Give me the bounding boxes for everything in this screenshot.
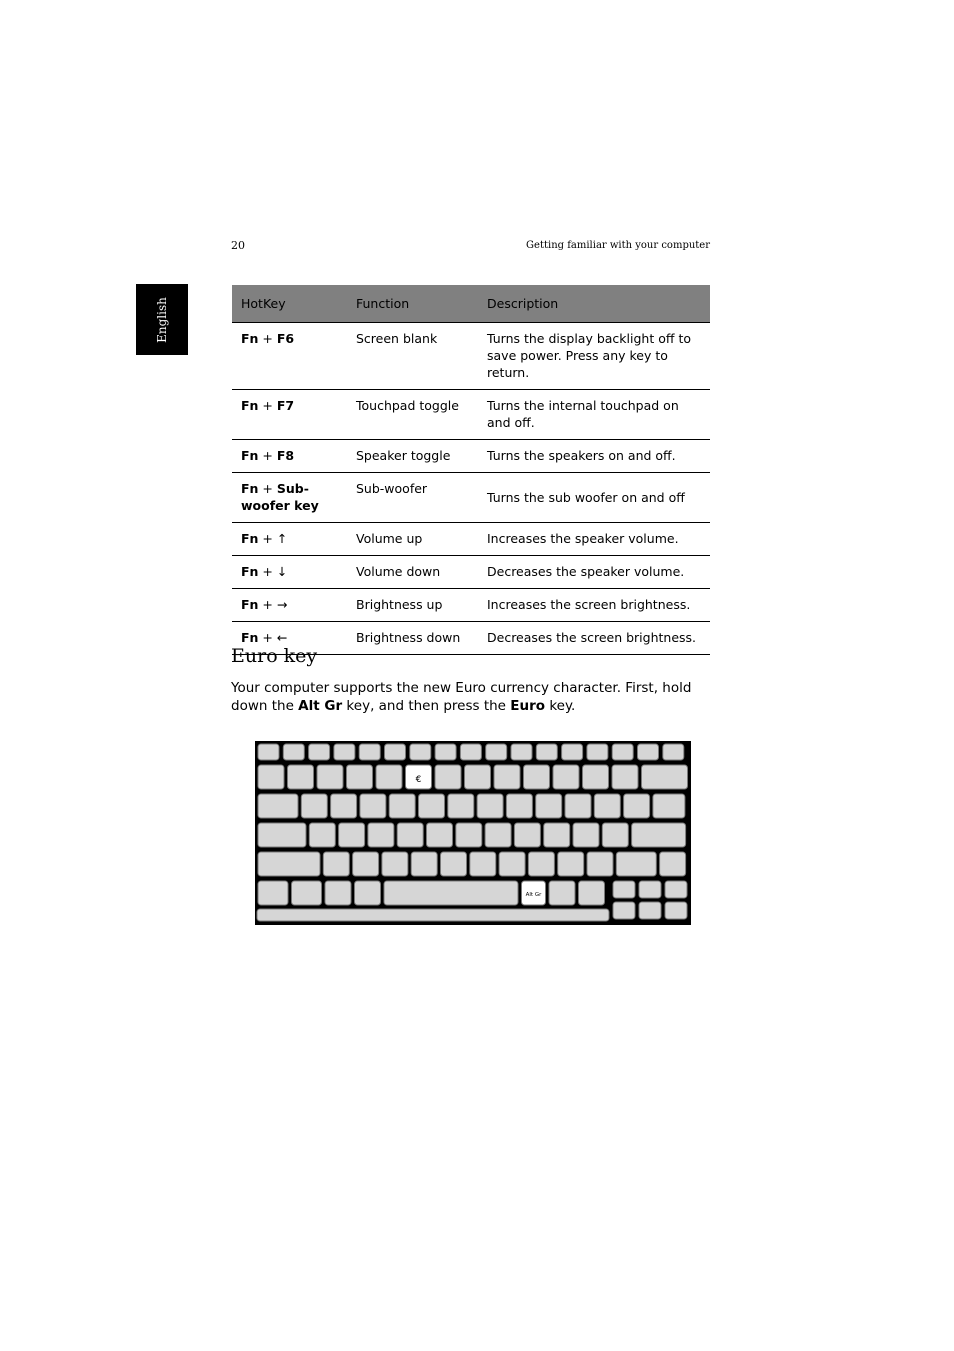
hotkey-cell [232,390,347,440]
function-cell: Sub-woofer [347,473,478,523]
function-key [587,744,608,760]
function-key [511,744,532,760]
fn-key: Fn [241,564,259,579]
function-key [486,744,507,760]
function-cell: Brightness down [347,622,478,655]
function-key [460,744,481,760]
key [339,823,365,847]
arrow-key [639,902,661,919]
second-key: ↓ [276,564,288,579]
plus-sign: + [258,531,277,546]
header-description: Description [478,285,710,323]
euro-term: Euro [510,698,546,714]
key [397,823,423,847]
key [427,823,453,847]
table-row [232,523,710,556]
key [632,823,686,847]
function-cell: Speaker toggle [347,440,478,473]
function-key [309,744,330,760]
plus-sign: + [258,630,277,645]
key [448,794,474,818]
language-tab [136,284,188,355]
function-key [663,744,684,760]
alt-gr-term: Alt Gr [298,698,343,714]
second-key: ↑ [276,531,288,546]
key [642,765,688,789]
fn-key: Fn [241,398,259,413]
alt-gr-key-label: Alt Gr [525,892,542,898]
function-cell: Touchpad toggle [347,390,478,440]
description-cell: Increases the screen brightness. [478,589,710,622]
fn-key: Fn [241,531,259,546]
key [494,765,520,789]
intro-text-3: key. [545,698,576,714]
arrow-key [639,881,661,898]
second-key: Sub-woofer key [241,481,319,513]
fn-key: Fn [241,630,259,645]
key [499,852,525,876]
hotkey-cell [232,556,347,589]
function-key [410,744,431,760]
key [544,823,570,847]
key [624,794,650,818]
second-key: → [276,597,288,612]
intro-text-1: Your computer supports the new Euro currency character. First, hold down the [231,680,692,714]
key [553,765,579,789]
key [368,823,394,847]
second-key: ← [276,630,288,645]
description-cell: Turns the display backlight off to save power. Press any key to return. [478,323,710,390]
key [323,852,349,876]
second-key: F6 [276,331,295,346]
key [360,794,386,818]
key [616,852,656,876]
key [465,765,491,789]
hotkey-table-body [232,323,710,655]
function-cell: Volume up [347,523,478,556]
description-cell: Turns the sub woofer on and off [478,473,710,523]
key [536,794,562,818]
key [258,765,284,789]
intro-text-2: key, and then press the [342,698,511,714]
euro-key-label: € [415,775,422,785]
arrow-key [613,902,635,919]
key [382,852,408,876]
key [558,852,584,876]
function-key [536,744,557,760]
description-cell: Increases the speaker volume. [478,523,710,556]
hotkey-cell [232,589,347,622]
key [573,823,599,847]
fn-key: Fn [241,481,259,496]
plus-sign: + [258,481,277,496]
key [602,823,628,847]
running-header: Getting familiar with your computer [526,240,710,251]
key [292,881,322,905]
table-row [232,589,710,622]
function-key [334,744,355,760]
page-number: 20 [231,239,245,252]
key [325,881,351,905]
table-row [232,390,710,440]
key [301,794,327,818]
section-title: Euro key [231,645,318,667]
function-key [612,744,633,760]
key [583,765,609,789]
header-hotkey: HotKey [232,285,347,323]
key [411,852,437,876]
key [456,823,482,847]
function-cell: Screen blank [347,323,478,390]
space-bar [384,881,518,905]
key [258,794,298,818]
euro-intro-paragraph [231,679,711,715]
plus-sign: + [258,331,277,346]
second-key: F8 [276,448,295,463]
hotkey-cell [232,473,347,523]
key [470,852,496,876]
key [376,765,402,789]
description-cell: Decreases the speaker volume. [478,556,710,589]
key [565,794,591,818]
function-key [562,744,583,760]
key [435,765,461,789]
function-key [283,744,304,760]
table-row [232,440,710,473]
key [389,794,415,818]
key [612,765,638,789]
arrow-key [665,881,687,898]
description-cell: Turns the speakers on and off. [478,440,710,473]
table-row [232,556,710,589]
description-cell: Decreases the screen brightness. [478,622,710,655]
table-row [232,473,710,523]
function-key [258,744,279,760]
key [514,823,540,847]
plus-sign: + [258,564,277,579]
fn-key: Fn [241,448,259,463]
language-tab-label: English [155,296,169,343]
key [288,765,314,789]
table-row [232,323,710,390]
key [485,823,511,847]
key [579,881,605,905]
key [441,852,467,876]
key [419,794,445,818]
function-key [435,744,456,760]
key [258,852,320,876]
fn-key: Fn [241,597,259,612]
key [258,823,306,847]
plus-sign: + [258,597,277,612]
key [653,794,685,818]
key [355,881,381,905]
hotkey-cell [232,523,347,556]
key [549,881,575,905]
hotkey-table [232,285,710,655]
second-key: F7 [276,398,295,413]
function-key [638,744,659,760]
function-cell: Volume down [347,556,478,589]
table-header-row [232,285,710,323]
description-cell: Turns the internal touchpad on and off. [478,390,710,440]
fn-key: Fn [241,331,259,346]
key [506,794,532,818]
plus-sign: + [258,448,277,463]
hotkey-cell [232,323,347,390]
arrow-key [613,881,635,898]
arrow-key [665,902,687,919]
keyboard-illustration [255,741,691,925]
key [587,852,613,876]
key [528,852,554,876]
palm-rest-strip [257,909,609,921]
key [353,852,379,876]
key [477,794,503,818]
header-function: Function [347,285,478,323]
key [660,852,686,876]
plus-sign: + [258,398,277,413]
function-cell: Brightness up [347,589,478,622]
key [309,823,335,847]
key [317,765,343,789]
key [594,794,620,818]
key [258,881,288,905]
function-key [385,744,406,760]
function-key [359,744,380,760]
key [347,765,373,789]
key [524,765,550,789]
hotkey-cell [232,440,347,473]
key [331,794,357,818]
